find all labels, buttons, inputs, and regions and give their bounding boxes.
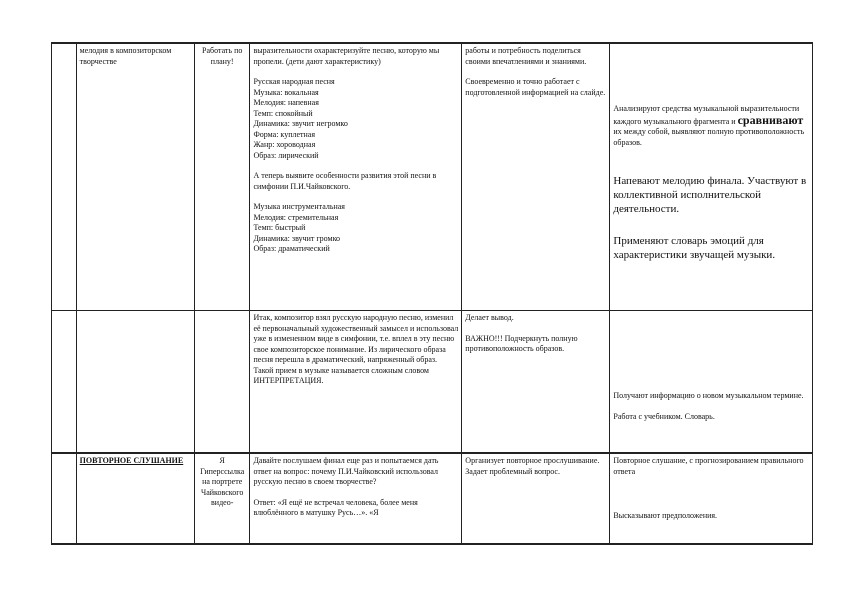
- student-p2: Напевают мелодию финала. Участвуют в коллективной исполнительской деятельности.: [613, 175, 807, 215]
- lesson-plan-table: [51, 42, 813, 545]
- student-p1: Получают информацию о новом музыкальном термине.: [613, 391, 804, 400]
- answer-text: Ответ: «Я ещё не встречал человека, более меня влюблённого в матушку Русь…». «Я: [253, 497, 418, 517]
- stage-text: мелодия в композиторском творчестве: [79, 46, 172, 66]
- table-row: [52, 453, 813, 544]
- student-p2: Высказывают предположения.: [613, 511, 718, 520]
- note-conclusion: Делает вывод.: [465, 313, 514, 322]
- stage-cell: [76, 311, 194, 454]
- symphony-line: Темп: быстрый: [253, 223, 306, 232]
- note-top: работы и потребность поделиться своими впечатлениями и знаниями.: [465, 46, 587, 66]
- table-row: [52, 311, 813, 454]
- student-p2: Работа с учебником. Словарь.: [613, 411, 715, 421]
- activity-intro: выразительности охарактеризуйте песню, которую мы пропели. (дети дают характеристику): [253, 46, 440, 66]
- student-activity-cell: [610, 311, 813, 454]
- symphony-line: Мелодия: стремительная: [253, 212, 339, 222]
- stage-title: ПОВТОРНОЕ СЛУШАНИЕ: [79, 456, 184, 465]
- symphony-line: Образ: драматический: [253, 244, 330, 253]
- song-line: Динамика: звучит негромко: [253, 119, 348, 128]
- song-line: Образ: лирический: [253, 150, 319, 160]
- activity-mid: А теперь выявите особенности развития этой песни в симфонии П.И.Чайковского.: [253, 171, 437, 191]
- teacher-note-cell: [462, 453, 610, 544]
- stage-cell: [76, 453, 194, 544]
- stage-number-cell: [52, 453, 77, 544]
- stage-number-cell: [52, 311, 77, 454]
- table-row: [52, 43, 813, 311]
- interpretation-text: Итак, композитор взял русскую народную песню, изменил её первоначальный художественный замысел и использовал уже в измененном виде в симфонии, т.е. вплел в эту песню свое композиторское понимание. Из лирического образа песня перешла в драматический, напряженный образ. Такой прием в музыке называется сложным словом ИНТЕРПРЕТАЦИЯ.: [253, 313, 459, 385]
- stage-cell: [76, 43, 194, 311]
- song-line: Темп: спокойный: [253, 108, 313, 118]
- hyperlink-text: Я Гиперссылка на портрете Чайковского видео-: [200, 456, 245, 507]
- stage-number-cell: [52, 43, 77, 311]
- song-line: Жанр: хороводная: [253, 140, 316, 149]
- song-line: Форма: куплетная: [253, 129, 316, 139]
- student-p3: Применяют словарь эмоций для характеристики звучащей музыки.: [613, 235, 776, 261]
- student-p1: Анализируют средства музыкальной выразительности каждого музыкального фрагмента и сравнивают их между собой, выявляют полную противоположность образов.: [613, 104, 805, 147]
- method-cell: [194, 43, 250, 311]
- teacher-activity-cell: [250, 453, 462, 544]
- song-line: Музыка: вокальная: [253, 87, 319, 97]
- method-cell: [194, 311, 250, 454]
- note-repeat: Организует повторное прослушивание.: [465, 456, 600, 465]
- teacher-activity-cell: [250, 311, 462, 454]
- note-bottom: Своевременно и точно работает с подготовленной информацией на слайде.: [465, 77, 606, 97]
- student-p1: Повторное слушание, с прогнозированием правильного ответа: [613, 456, 804, 476]
- note-question: Задает проблемный вопрос.: [465, 466, 560, 476]
- emphasis-word: сравнивают: [737, 112, 804, 127]
- question-text: Давайте послушаем финал еще раз и попытаемся дать ответ на вопрос: почему П.И.Чайковский использовал русскую песню в своем творчестве?: [253, 456, 439, 486]
- teacher-note-cell: [462, 311, 610, 454]
- teacher-note-cell: [462, 43, 610, 311]
- symphony-line: Динамика: звучит громко: [253, 233, 341, 243]
- song-line: Мелодия: напевная: [253, 98, 319, 107]
- teacher-activity-cell: [250, 43, 462, 311]
- method-cell: [194, 453, 250, 544]
- symphony-line: Музыка инструментальная: [253, 202, 345, 211]
- song-line: Русская народная песня: [253, 77, 335, 86]
- method-text: Работать по плану!: [202, 46, 243, 66]
- student-activity-cell: [610, 453, 813, 544]
- student-activity-cell: [610, 43, 813, 311]
- note-important: ВАЖНО!!! Подчеркнуть полную противоположность образов.: [465, 333, 578, 353]
